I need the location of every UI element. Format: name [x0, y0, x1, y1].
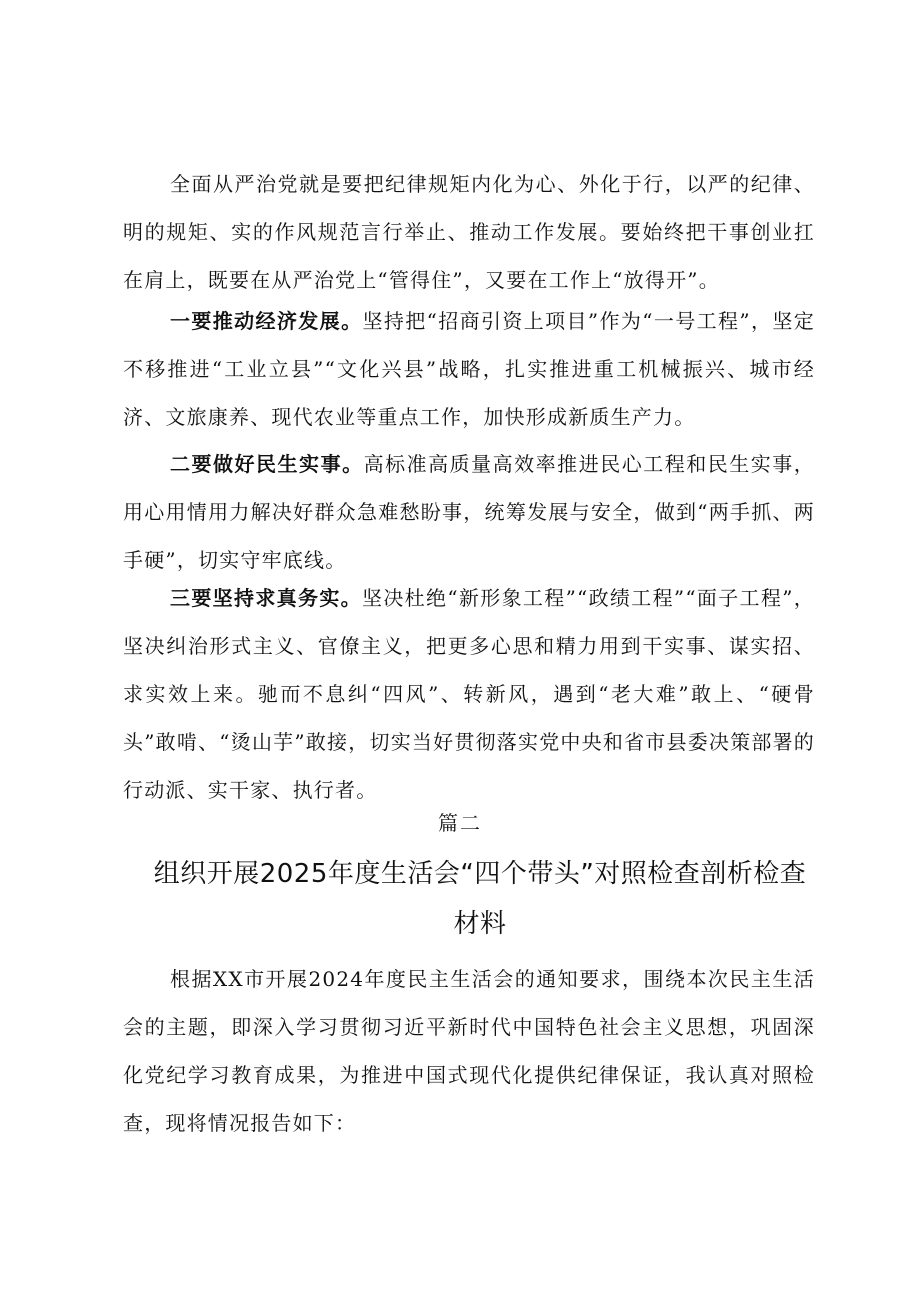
point-1-lead: 一要推动经济发展。 [170, 309, 363, 333]
document-title: 组织开展2025年度生活会“四个带头”对照检查剖析检查材料 [153, 859, 807, 939]
point-2-body: 高标准高质量高效率推进民心工程和民生实事，用心用情用力解决好群众急难愁盼事，统筹发展与安全，做到“两手抓、两手硬”，切实守牢底线。 [123, 452, 815, 572]
closing-paragraph: 根据XX市开展2024年度民主生活会的通知要求，围绕本次民主生活会的主题，即深入学习贯彻习近平新时代中国特色社会主义思想，巩固深化党纪学习教育成果，为推进中国式现代化提供纪律保证，我认真对照检查，现将情况报告如下： [123, 967, 815, 1135]
point-3-body: 坚决杜绝“新形象工程”“政绩工程”“面子工程”，坚决纠治形式主义、官僚主义，把更多心思和精力用到干实事、谋实招、求实效上来。驰而不息纠“四风”、转新风，遇到“老大难”敢上、“硬骨头”敢啃、“烫山芋”敢接，切实当好贯彻落实党中央和省市县委决策部署的行动派、实干家、执行者。 [123, 586, 815, 802]
point-2-paragraph [123, 440, 815, 584]
intro-paragraph: 全面从严治党就是要把纪律规矩内化为心、外化于行，以严的纪律、明的规矩、实的作风规范言行举止、推动工作发展。要始终把干事创业扛在肩上，既要在从严治党上“管得住”，又要在工作上“放得开”。 [123, 172, 815, 292]
point-1-body: 坚持把“招商引资上项目”作为“一号工程”，坚定不移推进“工业立县”“文化兴县”战略，扎实推进重工机械振兴、城市经济、文旅康养、现代农业等重点工作，加快形成新质生产力。 [123, 309, 815, 429]
point-3-lead: 三要坚持求真务实。 [170, 586, 363, 610]
point-2-lead: 二要做好民生实事。 [170, 452, 364, 476]
point-1-paragraph [123, 297, 815, 441]
point-3-paragraph [123, 574, 815, 814]
section-label: 篇二 [438, 811, 482, 835]
